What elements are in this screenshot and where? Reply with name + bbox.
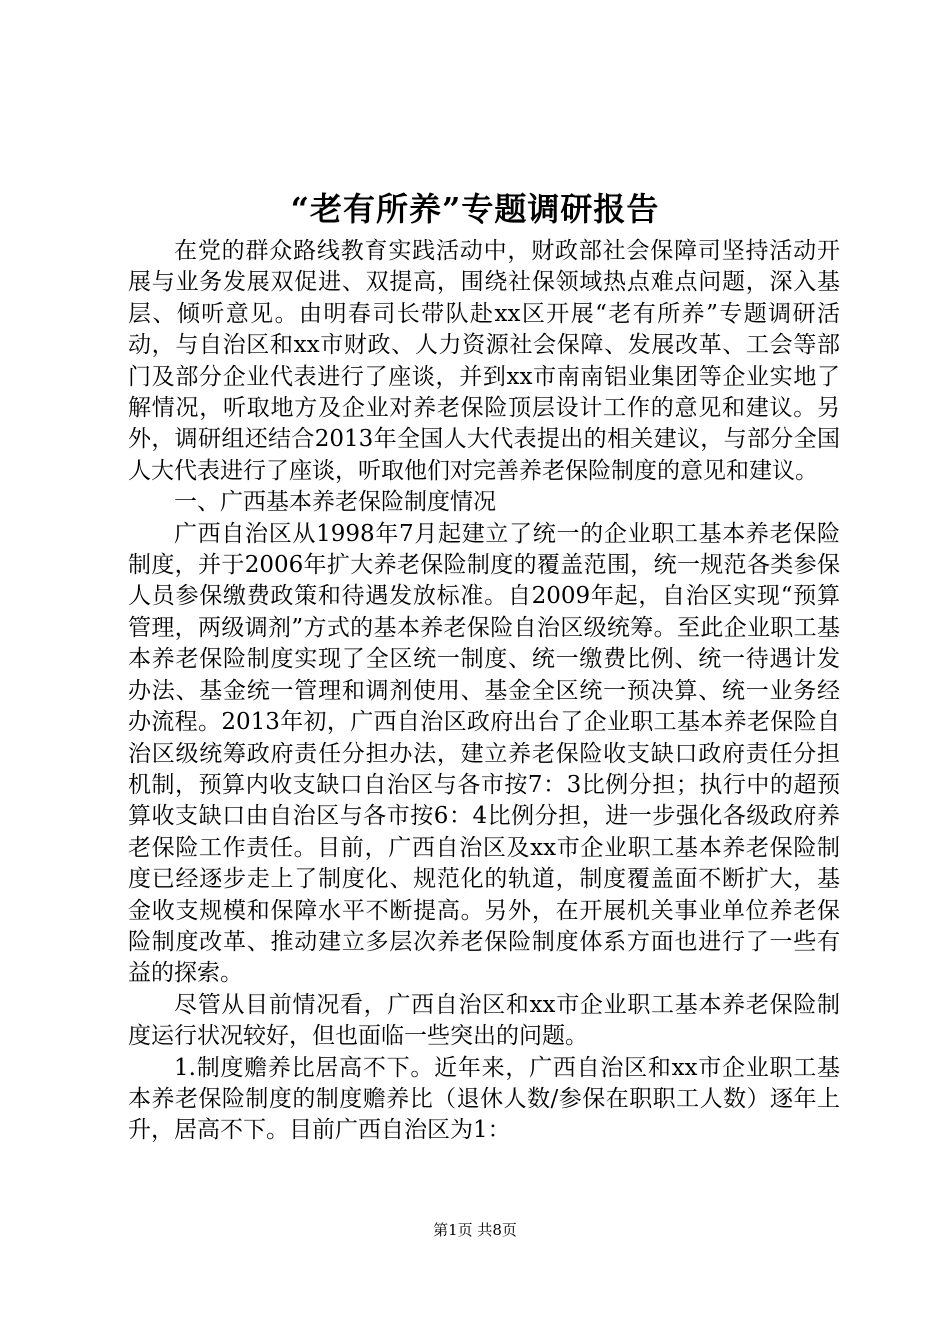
document-title: “老有所养”专题调研报告	[290, 190, 660, 228]
paragraph-problems-intro: 尽管从目前情况看，广西自治区和xx市企业职工基本养老保险制度运行状况较好，但也面临一些突出的问题。	[128, 991, 840, 1050]
document-body	[128, 236, 840, 1147]
paragraph-dependency-ratio: 1.制度赡养比居高不下。近年来，广西自治区和xx市企业职工基本养老保险制度的制度赡养比（退休人数/参保在职职工人数）逐年上升，居高不下。目前广西自治区为1：	[128, 1054, 840, 1144]
page-footer: 第1页 共8页	[433, 1221, 517, 1239]
paragraph-intro: 在党的群众路线教育实践活动中，财政部社会保障司坚持活动开展与业务发展双促进、双提高，围绕社保领域热点难点问题，深入基层、倾听意见。由明春司长带队赴xx区开展“老有所养”专题调研活动，与自治区和xx市财政、人力资源社会保障、发展改革、工会等部门及部分企业代表进行了座谈，并到xx市南南铝业集团等企业实地了解情况，听取地方及企业对养老保险顶层设计工作的意见和建议。另外，调研组还结合2013年全国人大代表提出的相关建议，与部分全国人大代表进行了座谈，听取他们对完善养老保险制度的意见和建议。	[128, 238, 840, 484]
paragraph-system-overview: 广西自治区从1998年7月起建立了统一的企业职工基本养老保险制度，并于2006年扩大养老保险制度的覆盖范围，统一规范各类参保人员参保缴费政策和待遇发放标准。自2009年起，自治区实现“预算管理，两级调剂”方式的基本养老保险自治区级统筹。至此企业职工基本养老保险制度实现了全区统一制度、统一缴费比例、统一待遇计发办法、基金统一管理和调剂使用、基金全区统一预决算、统一业务经办流程。2013年初，广西自治区政府出台了企业职工基本养老保险自治区级统筹政府责任分担办法，建立养老保险收支缺口政府责任分担机制，预算内收支缺口自治区与各市按7：3比例分担；执行中的超预算收支缺口由自治区与各市按6：4比例分担，进一步强化各级政府养老保险工作责任。目前，广西自治区及xx市企业职工基本养老保险制度已经逐步走上了制度化、规范化的轨道，制度覆盖面不断扩大，基金收支规模和保障水平不断提高。另外，在开展机关事业单位养老保险制度改革、推动建立多层次养老保险制度体系方面也进行了一些有益的探索。	[128, 520, 840, 987]
section-heading: 一、广西基本养老保险制度情况	[174, 489, 496, 516]
